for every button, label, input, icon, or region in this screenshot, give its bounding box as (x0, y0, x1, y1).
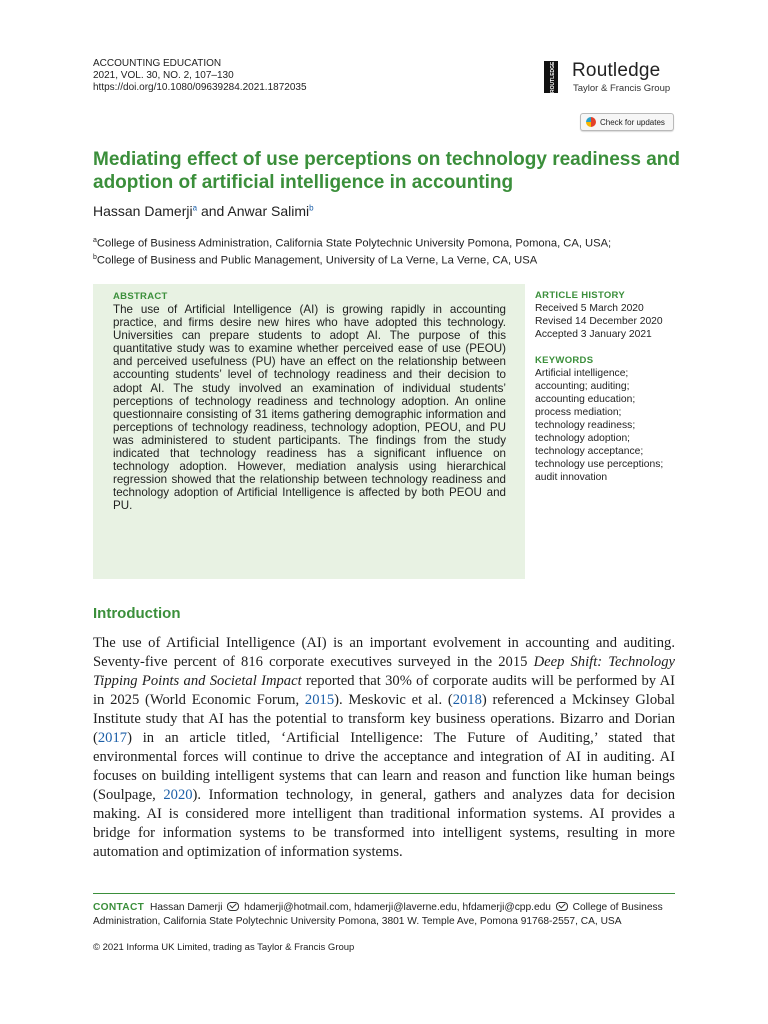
contact-address: College of Business Administration, California State Polytechnic University Pomona, 3801 W. Temple Ave, Pomona 91768-2557, CA, USA (93, 902, 663, 927)
publisher-logo (538, 58, 678, 100)
affiliation-line (93, 234, 611, 251)
email-icon (556, 902, 568, 911)
author-conjunction: and (200, 203, 225, 219)
citation-link[interactable]: 2017 (97, 730, 128, 746)
abstract-text: The use of Artificial Intelligence (AI) is growing rapidly in accounting practice, and firms desire new hires who have adopted this technology. Universities can prepare students to adopt AI. The purpose of this quantitative study was to examine whether perceived ease of use (PEOU) and perceived usefulness (PU) have an effect on the relationship between accounting students’ level of technology readiness and their decision to adopt AI. The study involved an examination of individual students’ perceptions of technology readiness and technology adoption. An online questionnaire consisting of 31 items gathering demographic information and perceptions of technology readiness, technology adoption, PEOU, and PU was administered to student participants. The findings from the study indicated that technology readiness has a significant influence on technology adoption. However, mediation analysis using hierarchical regression showed that the relationship between technology readiness and technology adoption of Artificial Intelligence is affected by both PEOU and PU. (113, 303, 506, 513)
article-history-list (535, 302, 705, 341)
keyword-item: accounting; auditing; (535, 381, 630, 392)
publisher-mark-text: ROUTLEDGE (550, 61, 556, 93)
article-title: Mediating effect of use perceptions on technology readiness and adoption of artificial intelligence in accounting (93, 149, 680, 193)
email-icon (227, 902, 239, 911)
affiliation-text: College of Business Administration, California State Polytechnic University Pomona, Pomona, CA, USA; (96, 237, 612, 250)
author-name[interactable]: Anwar Salimi (227, 203, 310, 219)
affiliation-line (93, 251, 611, 268)
section-heading-introduction: Introduction (93, 605, 181, 622)
citation-link[interactable]: 2020 (163, 787, 193, 803)
keyword-item: Artificial intelligence; (535, 368, 629, 379)
intro-text-segment: The use of Artificial Intelligence (AI) is an important evolvement in accounting and auditing. Seventy-five percent of 816 corporate executives surveyed in the 2015 (93, 635, 675, 670)
article-history-heading: ARTICLE HISTORY (535, 290, 626, 301)
check-for-updates-button[interactable] (580, 113, 674, 131)
contact-label: CONTACT (93, 902, 145, 913)
journal-name: ACCOUNTING EDUCATION (93, 58, 222, 69)
keyword-item: technology acceptance; (535, 446, 644, 457)
crossmark-icon (586, 117, 596, 127)
article-sidebar (535, 290, 705, 484)
intro-italic-title: Deep Shift: Technology Tipping Points and Societal Impact (93, 654, 675, 689)
intro-text-segment: ). Information technology, in general, gathers and analyzes data for decision making. AI is considered more intelligent than traditional information systems. AI provides a bridge for information systems to be transformed into intelligent systems, resulting in more automation and optimization of information systems. (93, 787, 675, 860)
author-affiliation-marker[interactable]: a (192, 203, 198, 213)
journal-volume: 2021, VOL. 30, NO. 2, 107–130 (93, 70, 234, 81)
copyright-notice: © 2021 Informa UK Limited, trading as Taylor & Francis Group (93, 942, 355, 953)
keyword-item: process mediation; (535, 407, 622, 418)
citation-link[interactable]: 2018 (452, 692, 482, 708)
publisher-name: Routledge (572, 60, 661, 81)
routledge-mark-icon (538, 58, 564, 96)
affiliation-marker: a (93, 237, 97, 244)
journal-info (93, 58, 307, 94)
keyword-item: technology adoption; (535, 433, 631, 444)
publisher-subtitle: Taylor & Francis Group (573, 83, 671, 94)
history-item: Revised 14 December 2020 (535, 316, 663, 327)
author-list (93, 203, 314, 219)
doi-link[interactable]: https://doi.org/10.1080/09639284.2021.1872035 (93, 82, 307, 93)
affiliations (93, 234, 611, 267)
intro-text-segment: ). Meskovic et al. ( (334, 692, 453, 708)
history-item: Accepted 3 January 2021 (535, 329, 652, 340)
affiliation-text: College of Business and Public Management, University of La Verne, La Verne, CA, USA (96, 254, 538, 267)
history-item: Received 5 March 2020 (535, 303, 644, 314)
intro-text-segment: ) in an article titled, ‘Artificial Intelligence: The Future of Auditing,’ stated that environmental forces will continue to drive the acceptance and integration of AI in auditing. AI focuses on building intelligent systems that can learn and reason and function like human beings (Soulpage, (93, 730, 675, 803)
keyword-item: technology readiness; (535, 420, 636, 431)
keyword-item: audit innovation (535, 472, 608, 483)
abstract-box (93, 284, 525, 579)
keywords-heading: KEYWORDS (535, 355, 594, 366)
intro-text-segment: reported that 30% of corporate audits will be performed by AI in 2025 (World Economic Forum, (93, 673, 675, 708)
intro-text-segment: ) referenced a Mckinsey Global Institute study that AI has the potential to transform key business operations. Bizarro and Dorian ( (93, 692, 675, 746)
footer-divider (93, 893, 675, 894)
citation-link[interactable]: 2015 (304, 692, 335, 708)
affiliation-marker: b (93, 253, 97, 261)
author-name[interactable]: Hassan Damerji (93, 203, 193, 219)
abstract-heading: ABSTRACT (113, 291, 168, 302)
contact-info (93, 901, 683, 928)
keyword-item: accounting education; (535, 394, 636, 405)
introduction-paragraph (93, 634, 675, 862)
contact-emails[interactable]: hdamerji@hotmail.com, hdamerji@laverne.edu, hfdamerji@cpp.edu (244, 902, 551, 913)
keyword-item: technology use perceptions; (535, 459, 664, 470)
check-for-updates-label: Check for updates (600, 117, 665, 127)
contact-name: Hassan Damerji (150, 902, 223, 913)
author-affiliation-marker[interactable]: b (309, 203, 314, 213)
keywords-list (535, 367, 705, 484)
